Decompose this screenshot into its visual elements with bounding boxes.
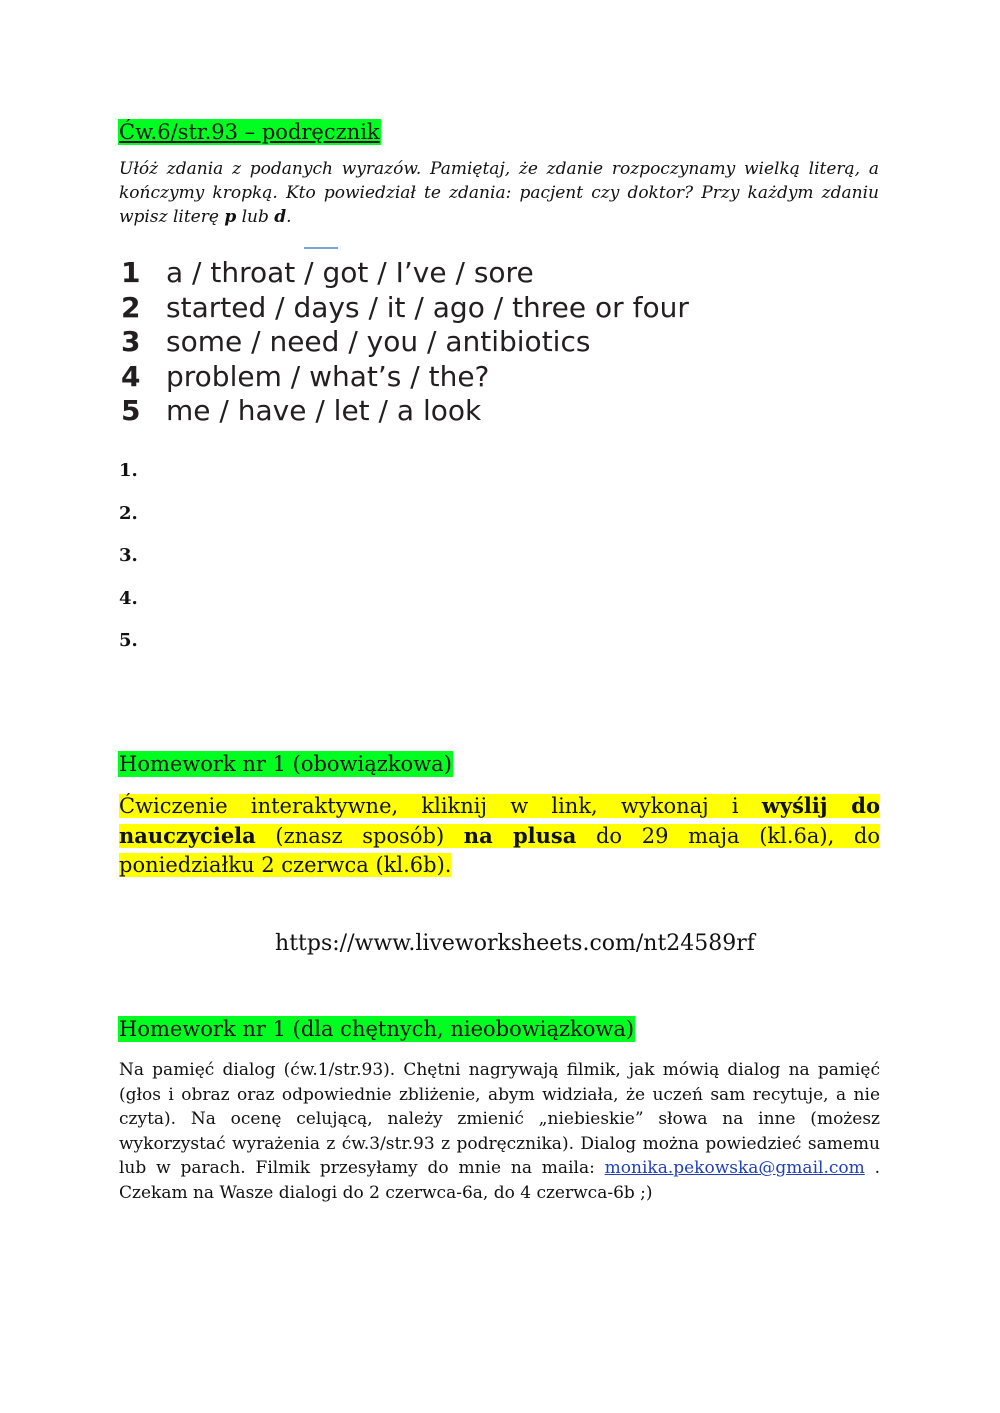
exercise-item	[121, 291, 689, 326]
answer-line: 4.	[119, 587, 138, 609]
homework1-description	[119, 791, 880, 880]
exercise-item-number: 5	[121, 394, 141, 427]
answer-list	[119, 458, 138, 671]
letter-d: d	[274, 207, 287, 227]
exercise-item-text: problem / what’s / the?	[166, 359, 490, 393]
exercise-item	[121, 394, 689, 429]
answer-line: 1.	[119, 460, 138, 481]
homework1-bold: na plusa	[463, 823, 577, 848]
homework1-heading: Homework nr 1 (obowiązkowa)	[119, 752, 452, 776]
exercise-item	[121, 256, 689, 291]
exercise-instruction	[119, 157, 879, 229]
homework1-text: do 29 maja (kl.6a), do poniedziałku 2 czerwca (kl.6b).	[119, 824, 880, 877]
homework2-text: Na pamięć dialog (ćw.1/str.93). Chętni nagrywają filmik, jak mówią dialog na pamięć (głos i obraz oraz odpowiednie zbliżenie, abym widziała, że uczeń sam recytuje, a nie czyta). Na ocenę celującą, należy zmienić „niebieskie” słowa na inne (możesz wykorzystać wyrażenia z ćw.3/str.93 z podręcznika). Dialog można powiedzieć samemu lub w parach. Filmik przesyłamy do mnie na maila:	[119, 1060, 880, 1178]
exercise-item-number: 4	[121, 359, 141, 393]
exercise-item-text: some / need / you / antibiotics	[166, 325, 591, 358]
liveworksheets-link[interactable]: https://www.liveworksheets.com/nt24589rf	[275, 931, 755, 956]
decorative-line	[304, 247, 338, 249]
instruction-or: lub	[236, 207, 275, 227]
exercise-item	[121, 325, 689, 360]
instruction-text: Ułóż zdania z podanych wyrazów. Pamiętaj, że zdanie rozpoczynamy wielką literą, a kończymy kropką. Kto powiedział te zdania: pacjent czy doktor? Przy każdym zdaniu wpisz literę	[119, 159, 879, 227]
homework2-heading: Homework nr 1 (dla chętnych, nieobowiązkowa)	[119, 1017, 635, 1041]
exercise-item-number: 1	[121, 256, 141, 289]
exercise-item	[121, 360, 689, 395]
answer-line: 5.	[119, 630, 138, 651]
exercise-item-text: started / days / it / ago / three or four	[166, 290, 689, 324]
exercise-item-text: me / have / let / a look	[166, 394, 482, 427]
exercise-heading: Ćw.6/str.93 – podręcznik	[119, 120, 380, 144]
exercise-item-number: 2	[121, 290, 141, 324]
answer-line: 2.	[119, 502, 138, 524]
exercise-word-list	[121, 256, 689, 429]
homework1-text: Ćwiczenie interaktywne, kliknij w link, wykonaj i	[119, 794, 762, 818]
homework2-description	[119, 1058, 880, 1205]
instruction-end: .	[286, 207, 292, 227]
homework1-bold: wyślij do nauczyciela	[119, 793, 880, 848]
answer-line: 3.	[119, 545, 138, 566]
email-link[interactable]: monika.pekowska@gmail.com	[604, 1158, 865, 1178]
exercise-item-text: a / throat / got / I’ve / sore	[166, 256, 534, 289]
exercise-item-number: 3	[121, 325, 141, 358]
homework1-text: (znasz sposób)	[255, 824, 464, 848]
letter-p: p	[224, 207, 237, 227]
homework2-text: . Czekam na Wasze dialogi do 2 czerwca-6a, do 4 czerwca-6b ;)	[119, 1158, 880, 1203]
